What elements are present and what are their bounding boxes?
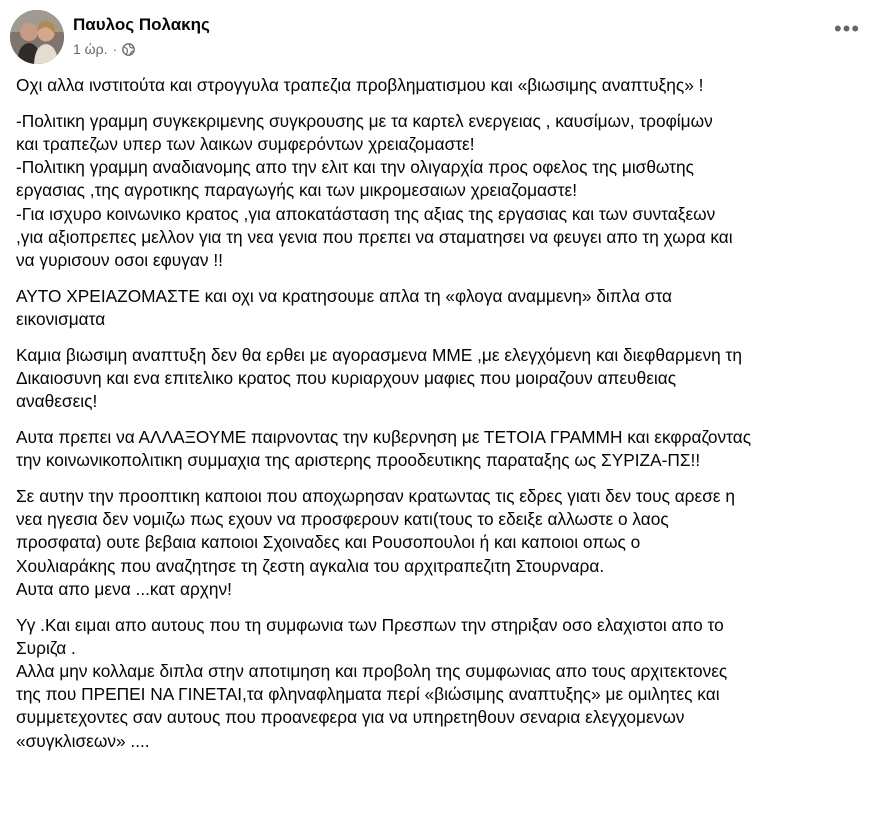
globe-icon[interactable] (122, 43, 135, 56)
post-text-line: προσφατα) ουτε βεβαια καποιοι Σχοιναδες και Ρουσοπουλοι ή και καποιοι οπως ο (16, 532, 641, 553)
post-text-line: την κοινωνικοπολιτικη συμμαχια της αριστερης προοδευτικης παραταξης ως ΣΥΡΙΖΑ-ΠΣ!! (16, 450, 701, 471)
cropped-footer-text (590, 826, 880, 833)
post-paragraph (16, 426, 866, 472)
post-text-line: Συριζα . (16, 637, 76, 658)
post-paragraph (16, 485, 866, 601)
post-text-line: της που ΠΡΕΠΕΙ ΝΑ ΓΙΝΕΤΑΙ,τα φληναφληματα περί «βιώσιμης αναπτυξης» με ομιλητες και (16, 684, 720, 705)
avatar[interactable] (10, 10, 64, 64)
author-name[interactable]: Παυλος Πολακης (73, 15, 210, 34)
post-text-line: «συγκλισεων» .... (16, 730, 150, 751)
post-text-line: -Για ισχυρο κοινωνικο κρατος ,για αποκατάσταση της αξιας της εργασιας και των συνταξεων (16, 203, 716, 224)
post-text-line: Οχι αλλα ινστιτούτα και στρογγυλα τραπεζια προβληματισμου και «βιωσιμης αναπτυξης» ! (16, 75, 704, 95)
post-body (16, 74, 866, 765)
post-text-line: Αλλα μην κολλαμε διπλα στην αποτιμηση και προβολη της συμφωνιας απο τους αρχιτεκτονες (16, 661, 728, 682)
post-text-line: -Πολιτικη γραμμη συγκεκριμενης συγκρουσης με τα καρτελ ενεργειας , καυσίμων, τροφίμων (16, 110, 713, 131)
profile-photo (10, 10, 64, 64)
post-text-line: να γυρισουν οσοι εφυγαν !! (16, 250, 223, 271)
meta-separator: · (112, 41, 118, 57)
post-text-line: Δικαιοσυνη και ενα επιτελικο κρατος που κυριαρχουν μαφιες που μοιραζουν απευθειας (16, 368, 677, 389)
post-paragraph (16, 285, 866, 331)
post-paragraph (16, 110, 866, 272)
post-text-line: ΑΥΤΟ ΧΡΕΙΑΖΟΜΑΣΤΕ και οχι να κρατησουμε απλα τη «φλογα αναμμενη» διπλα στα (16, 285, 673, 306)
post-text-line: ,για αξιοπρεπες μελλον για τη νεα γενια που πρεπει να σταματησει να φευγει απο τη χωρα και (16, 226, 733, 247)
post-text-line: εργασιας ,της αγροτικης παραγωγής και των μικρομεσαιων χρειαζομαστε! (16, 180, 578, 201)
post-paragraph (16, 344, 866, 414)
post-text-line: συμμετεχοντες σαν αυτους που προανεφερα για να υπηρετηθουν σεναρια ελεγχομενων (16, 707, 685, 728)
more-options-icon[interactable]: ••• (833, 16, 861, 41)
post-text-line: Αυτα πρεπει να ΑΛΛΑΞΟΥΜΕ παιρνοντας την κυβερνηση με ΤΕΤΟΙΑ ΓΡΑΜΜΗ και εκφραζοντας (16, 427, 752, 448)
post-text-line: Αυτα απο μενα ...κατ αρχην! (16, 578, 232, 599)
post-header (10, 10, 870, 64)
post-text-line: Σε αυτην την προοπτικη καποιοι που αποχωρησαν κρατωντας τις εδρες γιατι δεν τους αρεσε η (16, 486, 736, 507)
post-text-line: εικονισματα (16, 309, 106, 330)
post-text-line: νεα ηγεσια δεν νομιζω πως εχουν να προσφερουν κατι(τους το εδειξε αλλωστε ο λαος (16, 509, 669, 530)
post-text-line: και τραπεζων υπερ των λαικων συμφερόντων χρειαζομαστε! (16, 134, 475, 154)
post-text-line: αναθεσεις! (16, 391, 98, 412)
post-paragraph (16, 614, 866, 753)
post-text-line: Καμια βιωσιμη αναπτυξη δεν θα ερθει με αγορασμενα ΜΜΕ ,με ελεγχόμενη και διεφθαρμενη τη (16, 344, 742, 365)
post-meta (73, 41, 135, 57)
post-timestamp[interactable]: 1 ώρ. (73, 41, 108, 57)
post-text-line: Υγ .Και ειμαι απο αυτους που τη συμφωνια των Πρεσπων την στηριξαν οσο ελαχιστοι απο το (16, 614, 724, 635)
post-paragraph (16, 74, 866, 97)
post-text-line: -Πολιτικη γραμμη αναδιανομης απο την ελιτ και την ολιγαρχία προς οφελος της μισθωτης (16, 157, 694, 178)
post-text-line: Χουλιαράκης που αναζητησε τη ζεστη αγκαλια του αρχιτραπεζιτη Στουρναρα. (16, 555, 605, 576)
